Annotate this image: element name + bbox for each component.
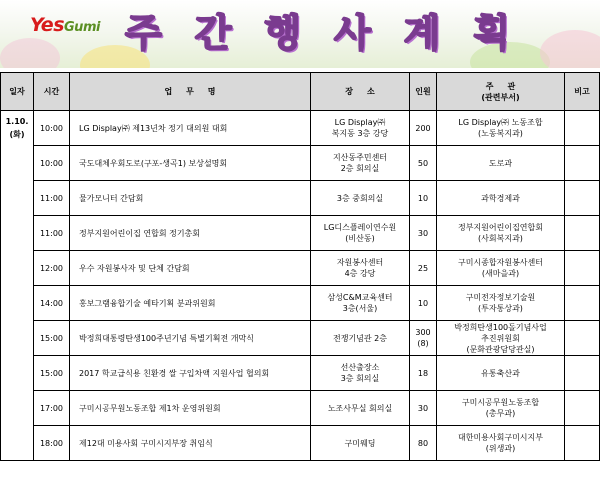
- event-cell: LG Display㈜ 제13년차 정기 대의원 대회: [70, 111, 311, 146]
- place-cell: [311, 251, 410, 286]
- place-cell-line: 4층 강당: [344, 269, 376, 278]
- dept-cell-line: 구미시종합자원봉사센터: [457, 258, 543, 267]
- dept-cell: [437, 181, 565, 216]
- table-row: [1, 216, 600, 251]
- header-place: 장 소: [311, 73, 410, 111]
- day-cell: [1, 111, 34, 461]
- place-cell-line: (비산동): [345, 234, 375, 243]
- event-cell: 제12대 미용사회 구미시지부장 취임식: [70, 426, 311, 461]
- day-weekday: (화): [9, 130, 25, 139]
- header-dept-main: 주 관: [485, 81, 516, 91]
- schedule-table-container: [0, 72, 600, 494]
- dept-cell-line: 도로과: [488, 158, 513, 168]
- dept-cell: [437, 146, 565, 181]
- dept-cell-line: 유통축산과: [481, 368, 520, 378]
- yesgumi-logo: YesGumi: [30, 14, 100, 36]
- place-cell-line: 삼성C&M교육센터: [327, 293, 393, 302]
- people-cell-line: 200: [415, 123, 431, 133]
- dept-cell-line: LG Display㈜ 노동조합: [458, 118, 543, 127]
- title-char: 간: [194, 11, 232, 55]
- header-note: 비고: [565, 73, 600, 111]
- people-cell-line: 50: [417, 158, 429, 168]
- people-cell: [410, 286, 437, 321]
- dept-cell-line: (총무과): [485, 409, 516, 418]
- dept-cell: [437, 391, 565, 426]
- header-dept: [437, 73, 565, 111]
- place-cell-line: LG디스플레이연수원: [323, 223, 397, 232]
- table-body: [1, 111, 600, 461]
- day-date: 1.10.: [5, 117, 29, 126]
- dept-cell-line: (문화관광담당관실): [466, 344, 535, 354]
- table-row: [1, 146, 600, 181]
- place-cell-line: 3층 중회의실: [336, 193, 384, 203]
- place-cell-line: 2층 회의실: [340, 164, 380, 173]
- people-cell-line: 80: [417, 438, 429, 448]
- place-cell: [311, 426, 410, 461]
- event-cell: 정부지원어린이집 연합회 정기총회: [70, 216, 311, 251]
- flower-decoration: [540, 30, 600, 68]
- people-cell-line: 10: [417, 193, 429, 203]
- place-cell: [311, 181, 410, 216]
- table-row: [1, 181, 600, 216]
- dept-cell-line: (노동복지과): [478, 129, 523, 138]
- page-title: [125, 8, 510, 58]
- dept-cell: [437, 321, 565, 356]
- dept-cell-line: 추진위원회: [481, 333, 520, 343]
- table-row: [1, 426, 600, 461]
- event-cell: 구미시공무원노동조합 제1차 운영위원회: [70, 391, 311, 426]
- place-cell-line: 자원봉사센터: [336, 258, 384, 267]
- title-char: 사: [333, 11, 371, 55]
- table-row: [1, 111, 600, 146]
- dept-cell: [437, 216, 565, 251]
- place-cell-line: 전쟁기념관 2층: [332, 333, 387, 343]
- note-cell: [565, 181, 600, 216]
- flower-decoration: [0, 38, 60, 68]
- note-cell: [565, 251, 600, 286]
- dept-cell-line: (투자통상과): [478, 304, 523, 313]
- dept-cell-line: (사회복지과): [478, 234, 523, 243]
- place-cell: [311, 216, 410, 251]
- header-event: 업 무 명: [70, 73, 311, 111]
- time-cell: 10:00: [34, 146, 70, 181]
- place-cell-line: 구미웨딩: [344, 438, 376, 448]
- note-cell: [565, 426, 600, 461]
- header-time: 시간: [34, 73, 70, 111]
- table-row: [1, 286, 600, 321]
- table-row: [1, 251, 600, 286]
- people-cell: [410, 251, 437, 286]
- event-cell: 우수 자원봉사자 및 단체 간담회: [70, 251, 311, 286]
- dept-cell-line: (새마을과): [481, 269, 520, 278]
- dept-cell-line: 정부지원어린이집연합회: [457, 223, 543, 232]
- table-row: [1, 356, 600, 391]
- dept-cell-line: 구미시공무원노동조합: [461, 398, 540, 407]
- event-cell: 물가모니터 간담회: [70, 181, 311, 216]
- time-cell: 11:00: [34, 181, 70, 216]
- table-row: [1, 321, 600, 356]
- people-cell-line: 10: [417, 298, 429, 308]
- dept-cell: [437, 426, 565, 461]
- people-cell-line: 30: [417, 403, 429, 413]
- people-cell-line: 30: [417, 228, 429, 238]
- dept-cell: [437, 356, 565, 391]
- place-cell-line: 지산동주민센터: [332, 153, 388, 162]
- people-cell-line: 18: [417, 368, 429, 378]
- place-cell: [311, 286, 410, 321]
- note-cell: [565, 286, 600, 321]
- dept-cell-line: 구미전자정보기술원: [465, 293, 536, 302]
- people-cell: [410, 111, 437, 146]
- note-cell: [565, 216, 600, 251]
- people-cell: [410, 216, 437, 251]
- people-cell-line: 25: [417, 263, 429, 273]
- title-char: 행: [264, 11, 302, 55]
- place-cell-line: LG Display㈜: [334, 118, 386, 127]
- event-cell: 박정희대통령탄생100주년기념 특별기획전 개막식: [70, 321, 311, 356]
- people-cell: [410, 356, 437, 391]
- time-cell: 17:00: [34, 391, 70, 426]
- place-cell: [311, 391, 410, 426]
- people-cell: [410, 391, 437, 426]
- note-cell: [565, 321, 600, 356]
- time-cell: 15:00: [34, 356, 70, 391]
- dept-cell: [437, 286, 565, 321]
- dept-cell: [437, 251, 565, 286]
- event-cell: 국도대체우회도로(구포-생곡1) 보상설명회: [70, 146, 311, 181]
- dept-cell-line: 과학경제과: [481, 193, 520, 203]
- dept-cell: [437, 111, 565, 146]
- title-char: 주: [125, 11, 162, 55]
- table-row: [1, 391, 600, 426]
- header-people: 인원: [410, 73, 437, 111]
- place-cell-line: 선산출장소: [340, 363, 380, 372]
- people-cell-line: (8): [417, 339, 429, 348]
- time-cell: 11:00: [34, 216, 70, 251]
- people-cell: [410, 181, 437, 216]
- title-char: 획: [473, 11, 510, 55]
- people-cell-line: 300: [415, 328, 431, 337]
- note-cell: [565, 146, 600, 181]
- time-cell: 12:00: [34, 251, 70, 286]
- place-cell-line: 노조사무실 회의실: [327, 403, 393, 413]
- note-cell: [565, 356, 600, 391]
- place-cell-line: 복지동 3층 강당: [331, 129, 389, 138]
- note-cell: [565, 111, 600, 146]
- table-header-row: [1, 73, 600, 111]
- place-cell-line: 3층(서울): [342, 304, 378, 313]
- header-date: 일자: [1, 73, 34, 111]
- dept-cell-line: 대한미용사회구미시지부: [457, 433, 543, 442]
- event-cell: 2017 학교급식용 친환경 쌀 구입차액 지원사업 협의회: [70, 356, 311, 391]
- title-char: 계: [403, 11, 441, 55]
- header-banner: [0, 0, 600, 68]
- dept-cell-line: 박정희탄생100돌기념사업: [454, 322, 547, 332]
- time-cell: 10:00: [34, 111, 70, 146]
- place-cell: [311, 356, 410, 391]
- place-cell: [311, 111, 410, 146]
- dept-cell-line: (위생과): [485, 444, 516, 453]
- schedule-table: [0, 72, 600, 461]
- people-cell: [410, 146, 437, 181]
- place-cell: [311, 146, 410, 181]
- event-cell: 홍보그램융합기술 예타기획 분과위원회: [70, 286, 311, 321]
- place-cell-line: 3층 회의실: [340, 374, 380, 383]
- header-dept-sub: (관련부서): [481, 92, 520, 102]
- note-cell: [565, 391, 600, 426]
- people-cell: [410, 426, 437, 461]
- people-cell: [410, 321, 437, 356]
- time-cell: 14:00: [34, 286, 70, 321]
- place-cell: [311, 321, 410, 356]
- time-cell: 18:00: [34, 426, 70, 461]
- time-cell: 15:00: [34, 321, 70, 356]
